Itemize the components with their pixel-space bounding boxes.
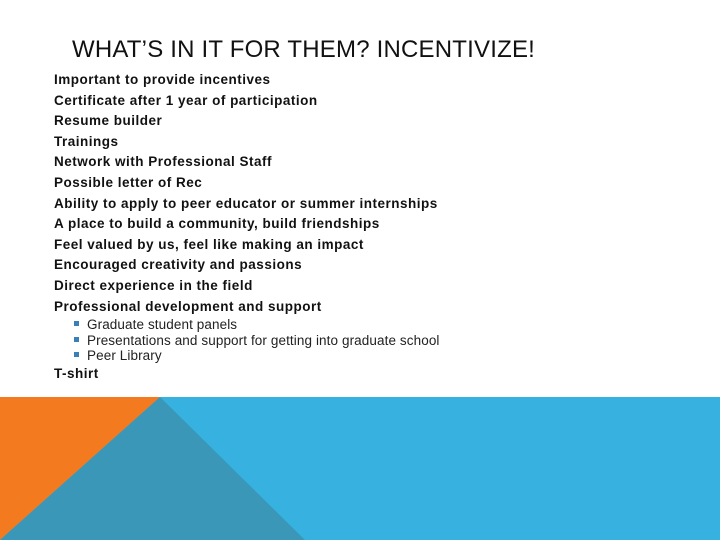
sub-bullet-text: Peer Library xyxy=(87,348,162,364)
bullet-item: Trainings xyxy=(54,133,119,149)
bullet-item: Professional development and support xyxy=(54,298,322,314)
bullet-item: Ability to apply to peer educator or summer internships xyxy=(54,195,438,211)
bullet-item: A place to build a community, build friendships xyxy=(54,216,380,232)
bullet-item: Network with Professional Staff xyxy=(54,154,273,170)
sub-bullet-item xyxy=(54,317,674,333)
bullet-item: Possible letter of Rec xyxy=(54,174,203,190)
slide-title: WHAT’S IN IT FOR THEM? INCENTIVIZE! xyxy=(72,36,536,63)
square-bullet-icon xyxy=(74,337,79,342)
bullet-item: Encouraged creativity and passions xyxy=(54,257,303,273)
sub-bullet-item xyxy=(54,348,674,364)
bullet-item: Resume builder xyxy=(54,113,163,129)
bullet-item: Feel valued by us, feel like making an impact xyxy=(54,236,364,252)
bullet-item: Certificate after 1 year of participation xyxy=(54,92,318,108)
square-bullet-icon xyxy=(74,352,79,357)
sub-bullet-text: Presentations and support for getting into graduate school xyxy=(87,332,440,348)
square-bullet-icon xyxy=(74,321,79,326)
sub-bullet-text: Graduate student panels xyxy=(87,317,238,333)
bullet-item: Direct experience in the field xyxy=(54,277,253,293)
bullet-item: T-shirt xyxy=(54,365,99,381)
bullet-item: Important to provide incentives xyxy=(54,72,271,87)
sub-bullet-item xyxy=(54,333,674,349)
bullet-list xyxy=(54,70,674,384)
